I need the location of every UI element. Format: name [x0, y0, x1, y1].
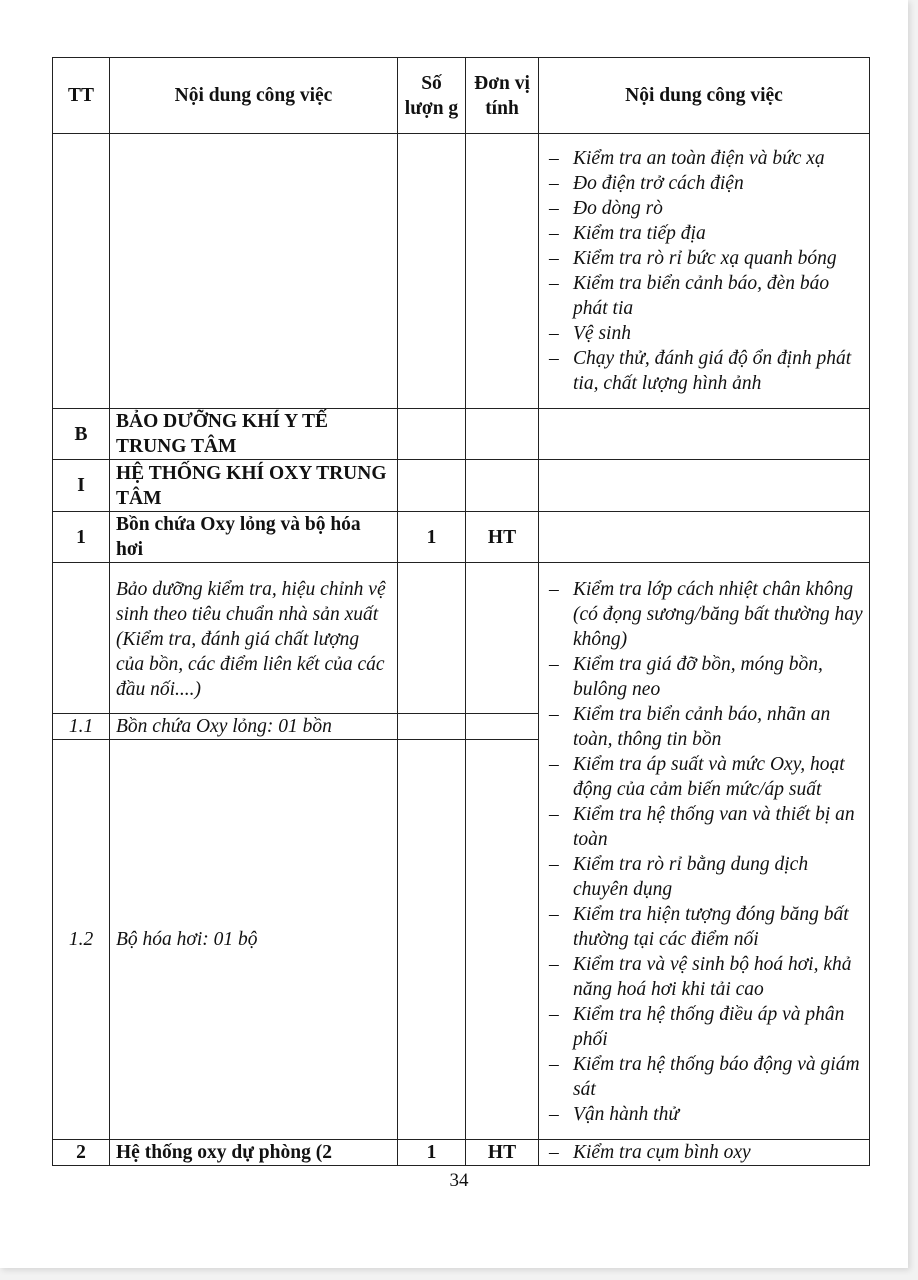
cell-tt: [53, 563, 110, 714]
list-item: – Kiểm tra biển cảnh báo, nhãn an toàn, thông tin bồn: [573, 702, 863, 752]
cell-content: Bảo dưỡng kiểm tra, hiệu chỉnh vệ sinh theo tiêu chuẩn nhà sản xuất (Kiểm tra, đánh giá chất lượng của bồn, các điểm liên kết của các đầu nối....): [110, 563, 398, 714]
header-quantity: Số lượn g: [398, 58, 466, 134]
cell-tt: 1.1: [53, 714, 110, 740]
cell-quantity: [398, 740, 466, 1140]
cell-tt: B: [53, 409, 110, 460]
cell-quantity: 1: [398, 512, 466, 563]
list-item: – Kiểm tra rò rỉ bức xạ quanh bóng: [573, 246, 863, 271]
cell-quantity: [398, 134, 466, 409]
cell-tasks: [539, 512, 870, 563]
list-item: – Vận hành thử: [573, 1102, 863, 1127]
cell-content: [110, 134, 398, 409]
cell-unit: [466, 563, 539, 714]
list-item: – Chạy thử, đánh giá độ ổn định phát tia, chất lượng hình ảnh: [573, 346, 863, 396]
cell-tt: I: [53, 460, 110, 512]
header-content: Nội dung công việc: [110, 58, 398, 134]
cell-content: HỆ THỐNG KHÍ OXY TRUNG TÂM: [110, 460, 398, 512]
list-item: – Kiểm tra lớp cách nhiệt chân không (có đọng sương/băng bất thường hay không): [573, 577, 863, 652]
cell-tasks: [539, 460, 870, 512]
page-number: 34: [449, 1170, 469, 1191]
cell-unit: [466, 740, 539, 1140]
table-row: [53, 512, 870, 563]
cell-quantity: [398, 563, 466, 714]
table-header-row: [53, 58, 870, 134]
header-content-detail: Nội dung công việc: [539, 58, 870, 134]
cell-unit: HT: [466, 1140, 539, 1166]
cell-tt: 1: [53, 512, 110, 563]
maintenance-table: [52, 57, 870, 1166]
table-row: [53, 460, 870, 512]
cell-unit: HT: [466, 512, 539, 563]
cell-tt: 1.2: [53, 740, 110, 1140]
table-row: [53, 563, 870, 714]
cell-tt: 2: [53, 1140, 110, 1166]
cell-tt: [53, 134, 110, 409]
cell-tasks: [539, 134, 870, 409]
cell-unit: [466, 409, 539, 460]
list-item: – Kiểm tra hệ thống điều áp và phân phối: [573, 1002, 863, 1052]
cell-content: Bồn chứa Oxy lỏng: 01 bồn: [110, 714, 398, 740]
table-row: [53, 134, 870, 409]
cell-unit: [466, 714, 539, 740]
cell-tasks: [539, 409, 870, 460]
task-list: [545, 146, 863, 396]
list-item: – Kiểm tra giá đỡ bồn, móng bồn, bulông neo: [573, 652, 863, 702]
cell-unit: [466, 134, 539, 409]
cell-quantity: [398, 460, 466, 512]
list-item: – Kiểm tra hệ thống báo động và giám sát: [573, 1052, 863, 1102]
header-tt: TT: [53, 58, 110, 134]
list-item: – Vệ sinh: [573, 321, 863, 346]
cell-content: Hệ thống oxy dự phòng (2: [110, 1140, 398, 1166]
list-item: – Kiểm tra tiếp địa: [573, 221, 863, 246]
list-item: – Kiểm tra và vệ sinh bộ hoá hơi, khả năng hoá hơi khi tải cao: [573, 952, 863, 1002]
table-row: [53, 409, 870, 460]
table-row: [53, 1140, 870, 1166]
list-item: – Đo dòng rò: [573, 196, 863, 221]
cell-unit: [466, 460, 539, 512]
list-item: – Kiểm tra biển cảnh báo, đèn báo phát tia: [573, 271, 863, 321]
list-item: – Kiểm tra áp suất và mức Oxy, hoạt động của cảm biến mức/áp suất: [573, 752, 863, 802]
cell-quantity: [398, 409, 466, 460]
cell-content: Bồn chứa Oxy lỏng và bộ hóa hơi: [110, 512, 398, 563]
list-item: – Kiểm tra hiện tượng đóng băng bất thường tại các điểm nối: [573, 902, 863, 952]
cell-content: Bộ hóa hơi: 01 bộ: [110, 740, 398, 1140]
cell-quantity: 1: [398, 1140, 466, 1166]
cell-tasks: [539, 1140, 870, 1166]
cell-tasks: [539, 563, 870, 1140]
cell-content: BẢO DƯỠNG KHÍ Y TẾ TRUNG TÂM: [110, 409, 398, 460]
list-item: – Đo điện trở cách điện: [573, 171, 863, 196]
list-item: – Kiểm tra cụm bình oxy: [573, 1140, 863, 1165]
task-list: [545, 577, 863, 1127]
cell-quantity: [398, 714, 466, 740]
header-unit: Đơn vị tính: [466, 58, 539, 134]
list-item: – Kiểm tra an toàn điện và bức xạ: [573, 146, 863, 171]
list-item: – Kiểm tra rò rỉ bằng dung dịch chuyên dụng: [573, 852, 863, 902]
task-list: [545, 1140, 863, 1165]
list-item: – Kiểm tra hệ thống van và thiết bị an toàn: [573, 802, 863, 852]
